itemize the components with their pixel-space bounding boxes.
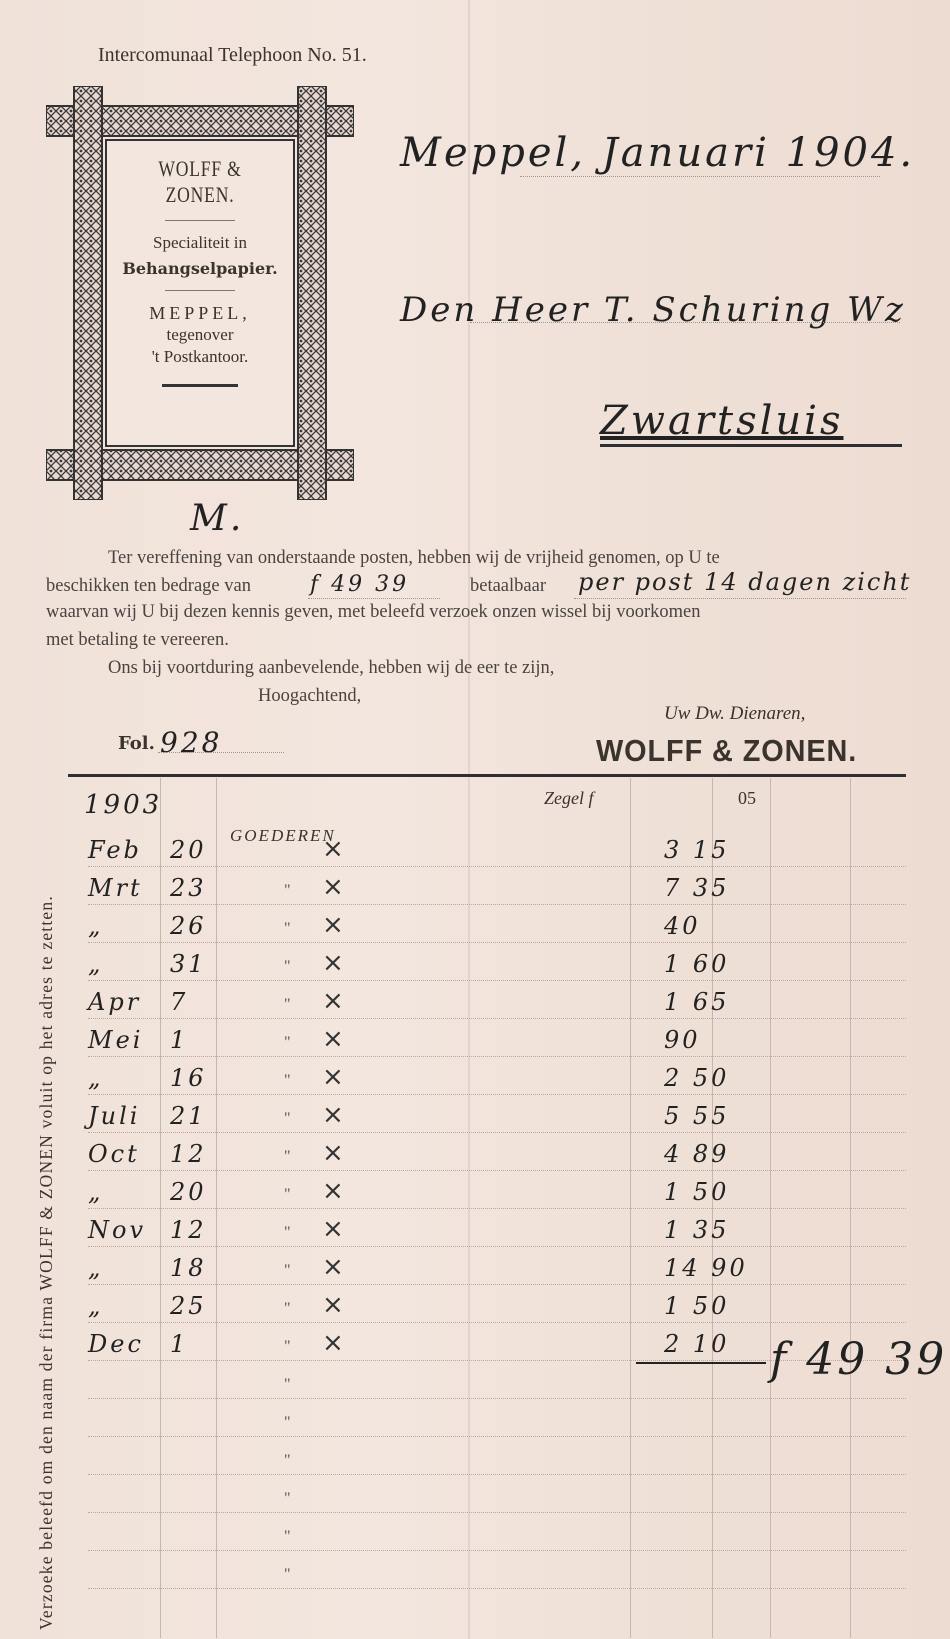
addressee-dotline	[470, 322, 900, 323]
ledger-row-line	[88, 1398, 906, 1399]
row-day: 31	[170, 950, 207, 978]
row-month: Oct	[88, 1140, 140, 1168]
row-month: „	[88, 950, 104, 978]
ledger-row-line	[88, 1284, 906, 1285]
check-mark: ×	[322, 872, 344, 902]
body-line-2-pre: beschikken ten bedrage van	[46, 576, 251, 596]
row-month: Dec	[88, 1330, 144, 1358]
ledger-row-line	[88, 904, 906, 905]
date-dotline	[520, 176, 880, 177]
ditto-mark: "	[284, 882, 291, 899]
body-line-3: waarvan wij U bij dezen kennis geven, met beleefd verzoek onzen wissel bij voorkomen	[46, 602, 701, 622]
check-mark: ×	[322, 948, 344, 978]
row-day: 20	[170, 836, 207, 864]
logo-bar	[162, 384, 238, 387]
row-amount: 90	[664, 1026, 701, 1054]
check-mark: ×	[322, 1138, 344, 1168]
row-amount: 1 50	[664, 1178, 730, 1206]
ditto-mark: "	[284, 1224, 291, 1241]
ledger-row-line	[88, 1170, 906, 1171]
ledger-row-line	[88, 1132, 906, 1133]
check-mark: ×	[322, 1062, 344, 1092]
row-day: 26	[170, 912, 207, 940]
ditto-mark: "	[284, 1110, 291, 1127]
ledger-row-line	[88, 980, 906, 981]
row-month: Feb	[88, 836, 142, 864]
row-day: 21	[170, 1102, 207, 1130]
row-day: 12	[170, 1140, 207, 1168]
ledger-row-line	[88, 1436, 906, 1437]
row-day: 18	[170, 1254, 207, 1282]
logo-speciality: Specialiteit in	[153, 233, 247, 252]
body-line-5: Ons bij voortduring aanbevelende, hebben wij de eer te zijn,	[108, 658, 555, 678]
ledger-row-line	[88, 1550, 906, 1551]
row-day: 16	[170, 1064, 207, 1092]
terms-dotline	[574, 598, 906, 599]
ditto-mark: "	[284, 1034, 291, 1051]
logo-product: Behangselpapier.	[122, 259, 278, 278]
check-mark: ×	[322, 986, 344, 1016]
body-line-2-mid: betaalbaar	[470, 576, 546, 596]
check-mark: ×	[322, 1252, 344, 1282]
row-day: 12	[170, 1216, 207, 1244]
ditto-mark: "	[284, 1528, 291, 1545]
row-month: „	[88, 912, 104, 940]
row-amount: 40	[664, 912, 701, 940]
ledger-row-line	[88, 1094, 906, 1095]
ledger-year: 1903	[84, 790, 163, 820]
row-month: „	[88, 1254, 104, 1282]
row-day: 23	[170, 874, 207, 902]
row-day: 1	[170, 1330, 189, 1358]
ledger-row-line	[88, 1208, 906, 1209]
firm-logo-frame	[46, 86, 354, 500]
ditto-mark: "	[284, 1148, 291, 1165]
row-amount: 1 50	[664, 1292, 730, 1320]
ledger-row-line	[88, 1512, 906, 1513]
ditto-mark: "	[284, 1490, 291, 1507]
row-amount: 2 50	[664, 1064, 730, 1092]
row-amount: 3 15	[664, 836, 730, 864]
ditto-mark: "	[284, 1338, 291, 1355]
row-month: Nov	[88, 1216, 147, 1244]
logo-firm-name: WOLFF & ZONEN.	[158, 156, 242, 207]
goods-header: GOEDEREN	[230, 826, 336, 845]
ditto-mark: "	[284, 1452, 291, 1469]
salutation: M.	[190, 498, 245, 539]
check-mark: ×	[322, 1100, 344, 1130]
row-amount: 7 35	[664, 874, 730, 902]
telephone-line: Intercomunaal Telephoon No. 51.	[98, 44, 367, 66]
body-amount: f 49 39	[310, 572, 410, 597]
row-month: Mei	[88, 1026, 144, 1054]
ditto-mark: "	[284, 1414, 291, 1431]
ledger-row-line	[88, 1018, 906, 1019]
row-month: „	[88, 1064, 104, 1092]
ledger-row-line	[88, 1056, 906, 1057]
check-mark: ×	[322, 1214, 344, 1244]
ditto-mark: "	[284, 1566, 291, 1583]
row-day: 25	[170, 1292, 207, 1320]
servants-line: Uw Dw. Dienaren,	[664, 703, 806, 724]
row-day: 1	[170, 1026, 189, 1054]
logo-divider	[165, 220, 235, 221]
ditto-mark: "	[284, 1186, 291, 1203]
check-mark: ×	[322, 1176, 344, 1206]
row-month: Juli	[88, 1102, 141, 1130]
addressee-place: Zwartsluis	[600, 398, 844, 444]
ledger-row-line	[88, 1588, 906, 1589]
row-amount: 2 10	[664, 1330, 730, 1358]
ditto-mark: "	[284, 1262, 291, 1279]
row-amount: 1 60	[664, 950, 730, 978]
logo-divider	[165, 290, 235, 291]
amount-dotline	[308, 598, 440, 599]
check-mark: ×	[322, 910, 344, 940]
ditto-mark: "	[284, 1300, 291, 1317]
logo-text-panel	[106, 146, 294, 446]
folio-label: Fol.	[118, 733, 155, 754]
sum-line	[636, 1362, 766, 1364]
folio-dotline	[158, 752, 284, 753]
row-month: „	[88, 1292, 104, 1320]
ledger-row-line	[88, 1322, 906, 1323]
payment-terms: per post 14 dagen zicht	[578, 568, 912, 596]
firm-signature: WOLFF & ZONEN.	[596, 733, 858, 768]
folio-value: 928	[160, 726, 223, 759]
row-day: 20	[170, 1178, 207, 1206]
ledger-row-line	[88, 1474, 906, 1475]
addressee: Den Heer T. Schuring Wz	[400, 290, 906, 330]
check-mark: ×	[322, 834, 344, 864]
ditto-mark: "	[284, 958, 291, 975]
check-mark: ×	[322, 1290, 344, 1320]
row-day: 7	[170, 988, 189, 1016]
ditto-mark: "	[284, 996, 291, 1013]
check-mark: ×	[322, 1328, 344, 1358]
ledger-row-line	[88, 866, 906, 867]
row-month: Apr	[88, 988, 142, 1016]
row-month: „	[88, 1178, 104, 1206]
address-underline	[600, 444, 902, 447]
paper-fold	[468, 0, 470, 1639]
row-amount: 5 55	[664, 1102, 730, 1130]
body-line-4: met betaling te vereeren.	[46, 630, 229, 650]
row-amount: 1 35	[664, 1216, 730, 1244]
logo-city: MEPPEL,	[149, 303, 251, 323]
ditto-mark: "	[284, 1072, 291, 1089]
sidebar-note: Verzoeke beleefd om den naam der firma WOLFF & ZONEN voluit op het adres te zetten.	[36, 895, 56, 1630]
row-amount: 14 90	[664, 1254, 748, 1282]
ledger-row-line	[88, 942, 906, 943]
body-line-1: Ter vereffening van onderstaande posten, hebben wij de vrijheid genomen, op U te	[108, 548, 720, 568]
logo-opposite: tegenover	[166, 325, 234, 344]
letter-date: Meppel, Januari 1904.	[400, 130, 916, 176]
ditto-mark: "	[284, 1376, 291, 1393]
ledger-total: f 49 39	[770, 1334, 948, 1385]
ledger-row-line	[88, 1246, 906, 1247]
logo-post-office: 't Postkantoor.	[151, 347, 249, 366]
stamp-value: 05	[738, 788, 756, 808]
stamp-label: Zegel f	[544, 788, 594, 808]
row-amount: 4 89	[664, 1140, 730, 1168]
row-month: Mrt	[88, 874, 143, 902]
ledger-top-rule	[68, 774, 906, 777]
check-mark: ×	[322, 1024, 344, 1054]
closing: Hoogachtend,	[258, 686, 362, 706]
row-amount: 1 65	[664, 988, 730, 1016]
ditto-mark: "	[284, 920, 291, 937]
